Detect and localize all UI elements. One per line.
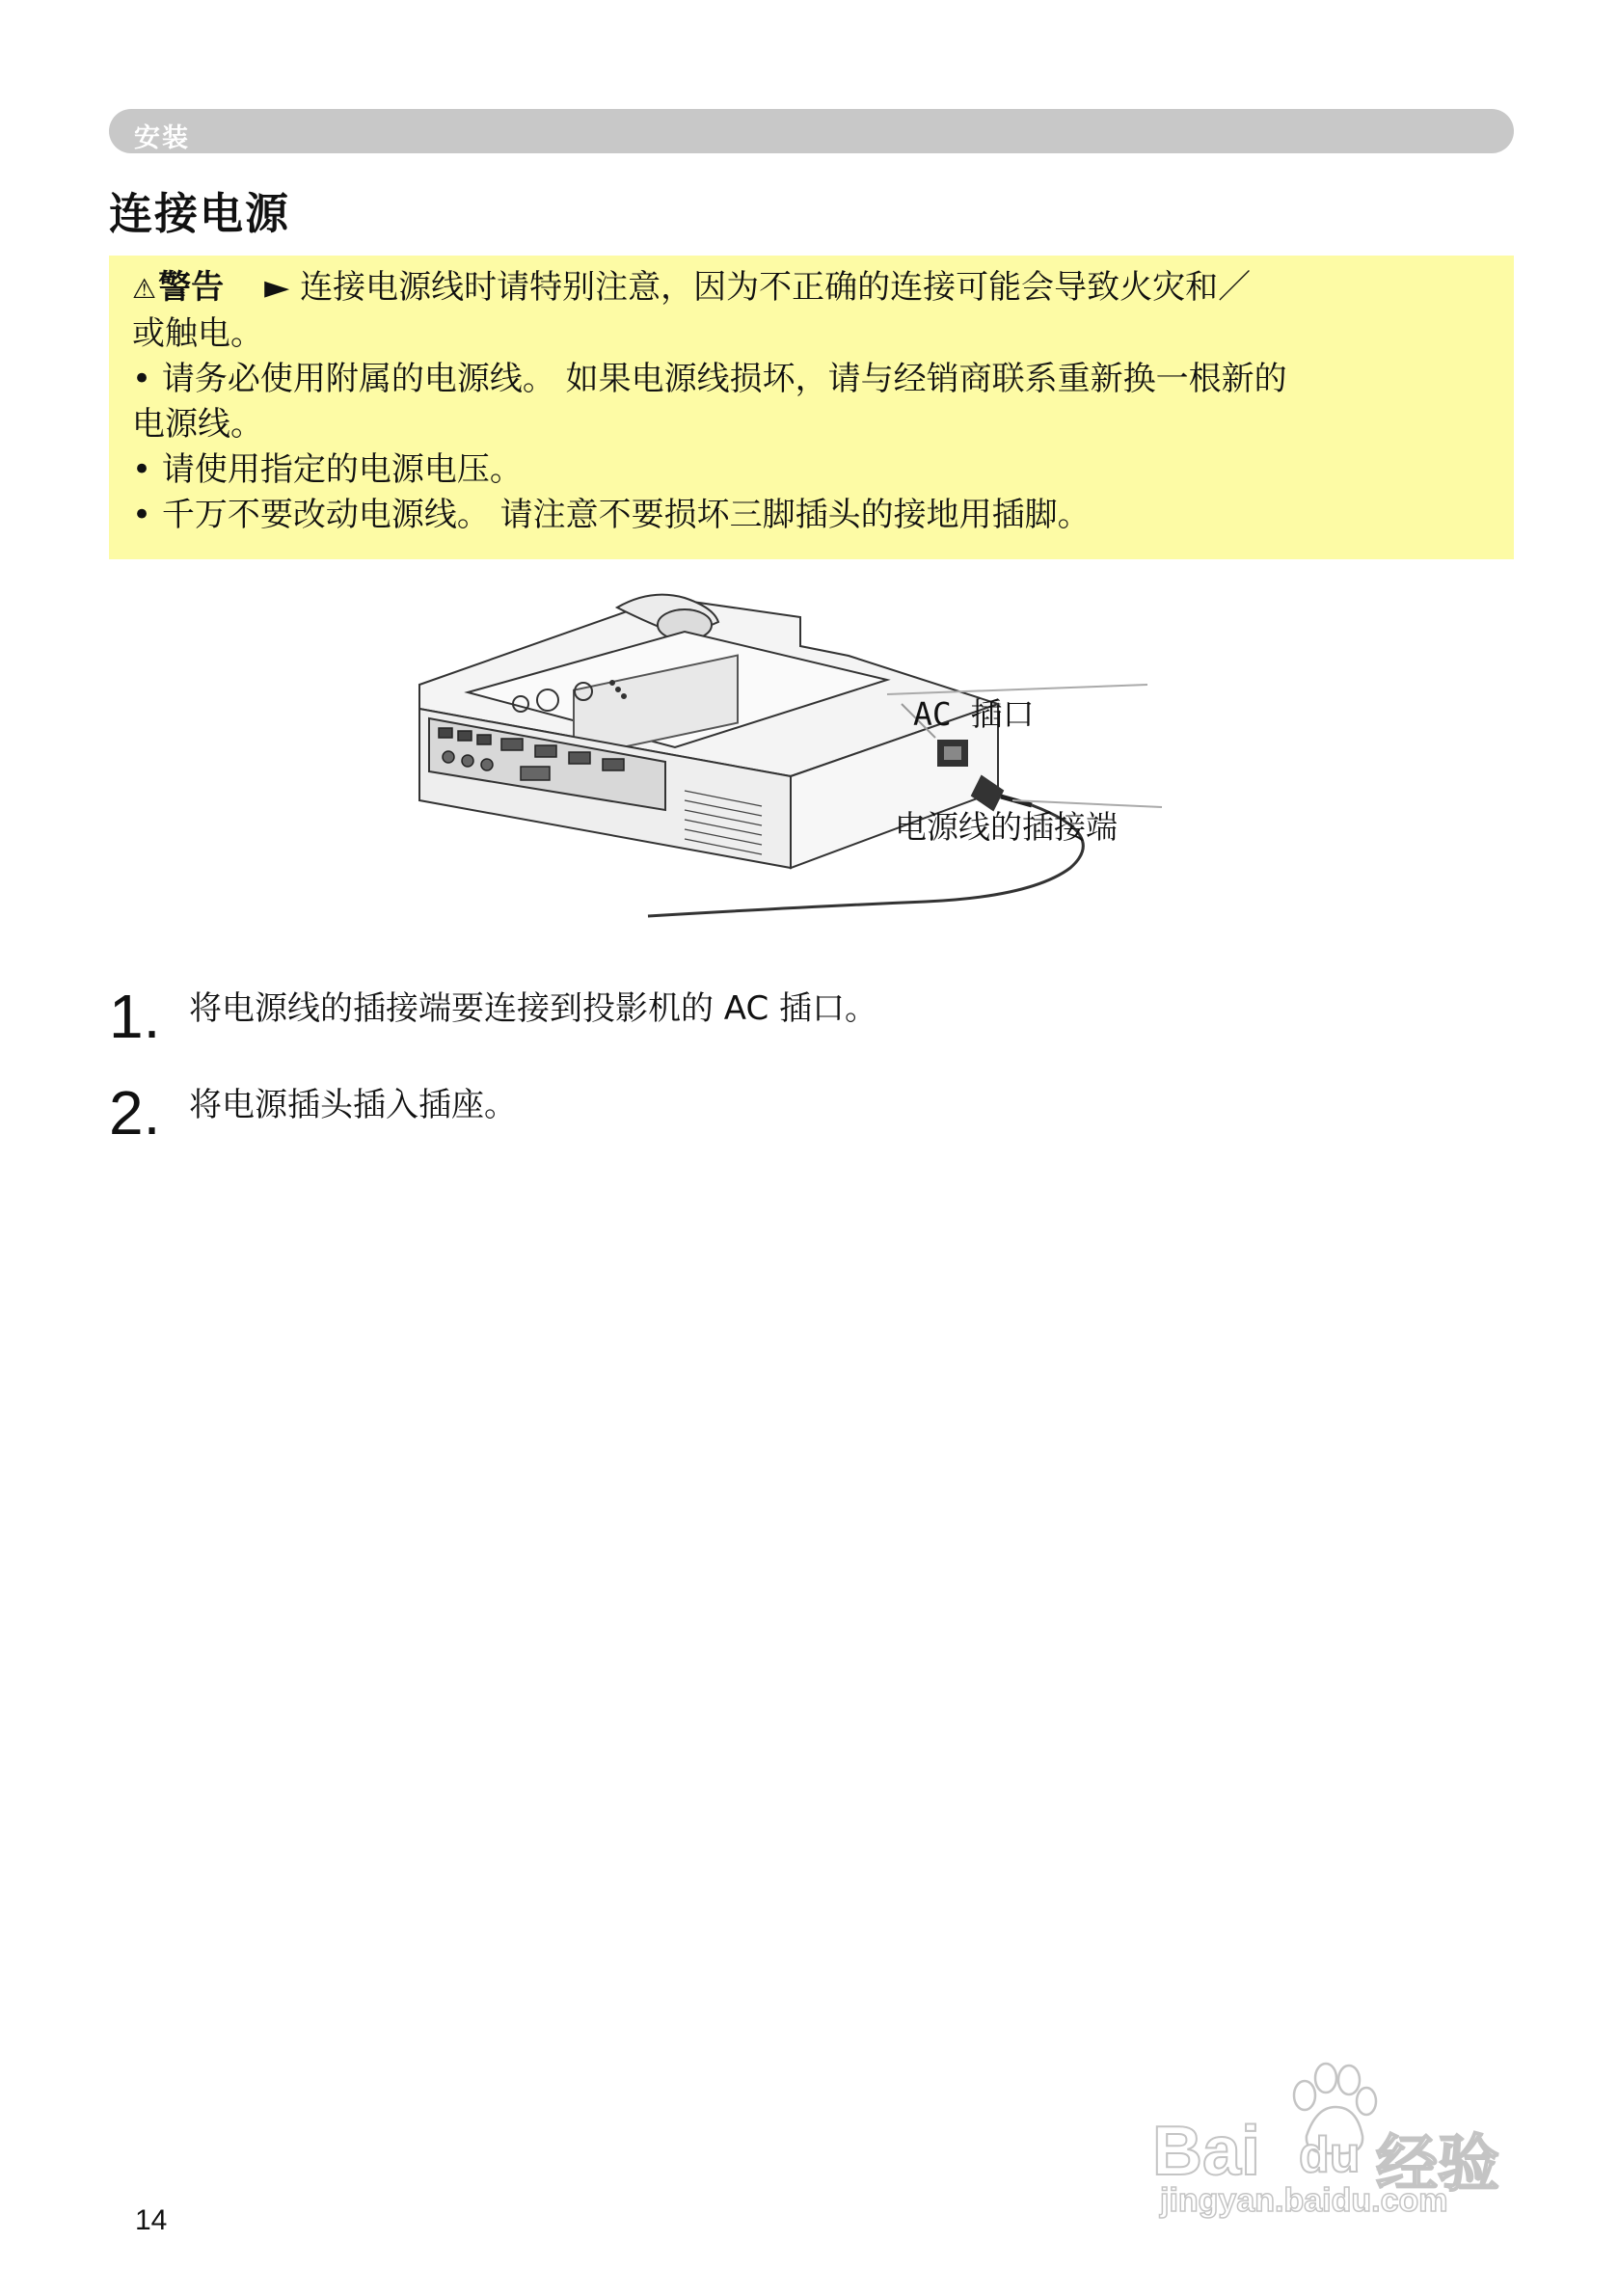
warning-bullet-2: • 请使用指定的电源电压。 xyxy=(132,450,523,489)
step-number: 1. xyxy=(109,982,161,1051)
arrow-icon: ► xyxy=(264,268,290,307)
warning-line-2: 或触电。 xyxy=(132,314,263,353)
warning-triangle-icon: ⚠ xyxy=(132,273,157,305)
section-tab-label: 安装 xyxy=(134,123,190,153)
watermark-brand: Bai xyxy=(1152,2113,1261,2190)
warning-title xyxy=(132,268,224,307)
warning-label: 警告 xyxy=(158,268,225,307)
bullet-text: 请使用指定的电源电压。 xyxy=(161,450,523,489)
projector-figure xyxy=(395,579,1215,935)
watermark-brand-du: du xyxy=(1299,2127,1361,2183)
step-text: 将电源插头插入插座。 xyxy=(189,1086,517,1124)
baidu-jingyan-watermark xyxy=(1152,2059,1538,2219)
warning-bullet-1: • 请务必使用附属的电源线。 如果电源线损坏，请与经销商联系重新换一根新的 xyxy=(132,360,1287,398)
callout-ac-inlet: AC 插口 xyxy=(913,695,1035,733)
bullet-text: 千万不要改动电源线。 请注意不要损坏三脚插头的接地用插脚。 xyxy=(161,496,1091,534)
callout-power-cord-connector: 电源线的插接端 xyxy=(895,808,1118,846)
step-text: 将电源线的插接端要连接到投影机的 AC 插口。 xyxy=(189,989,878,1028)
watermark-brand-cn: 经验 xyxy=(1376,2129,1499,2201)
warning-bullet-1-cont: 电源线。 xyxy=(132,405,263,444)
warning-bullet-3: • 千万不要改动电源线。 请注意不要损坏三脚插头的接地用插脚。 xyxy=(132,496,1091,534)
page-number: 14 xyxy=(135,2204,168,2236)
bullet-text: 请务必使用附属的电源线。 如果电源线损坏，请与经销商联系重新换一根新的 xyxy=(161,360,1287,398)
page-title: 连接电源 xyxy=(109,188,291,239)
section-tab-bar xyxy=(109,109,1514,153)
warning-box xyxy=(109,256,1514,559)
warning-line-1 xyxy=(132,265,1491,311)
warning-text-1: 连接电源线时请特别注意，因为不正确的连接可能会导致火灾和／ xyxy=(300,268,1252,307)
step-number: 2. xyxy=(109,1078,161,1148)
projector-illustration xyxy=(395,579,1215,935)
watermark-url: jingyan.baidu.com xyxy=(1160,2182,1448,2219)
